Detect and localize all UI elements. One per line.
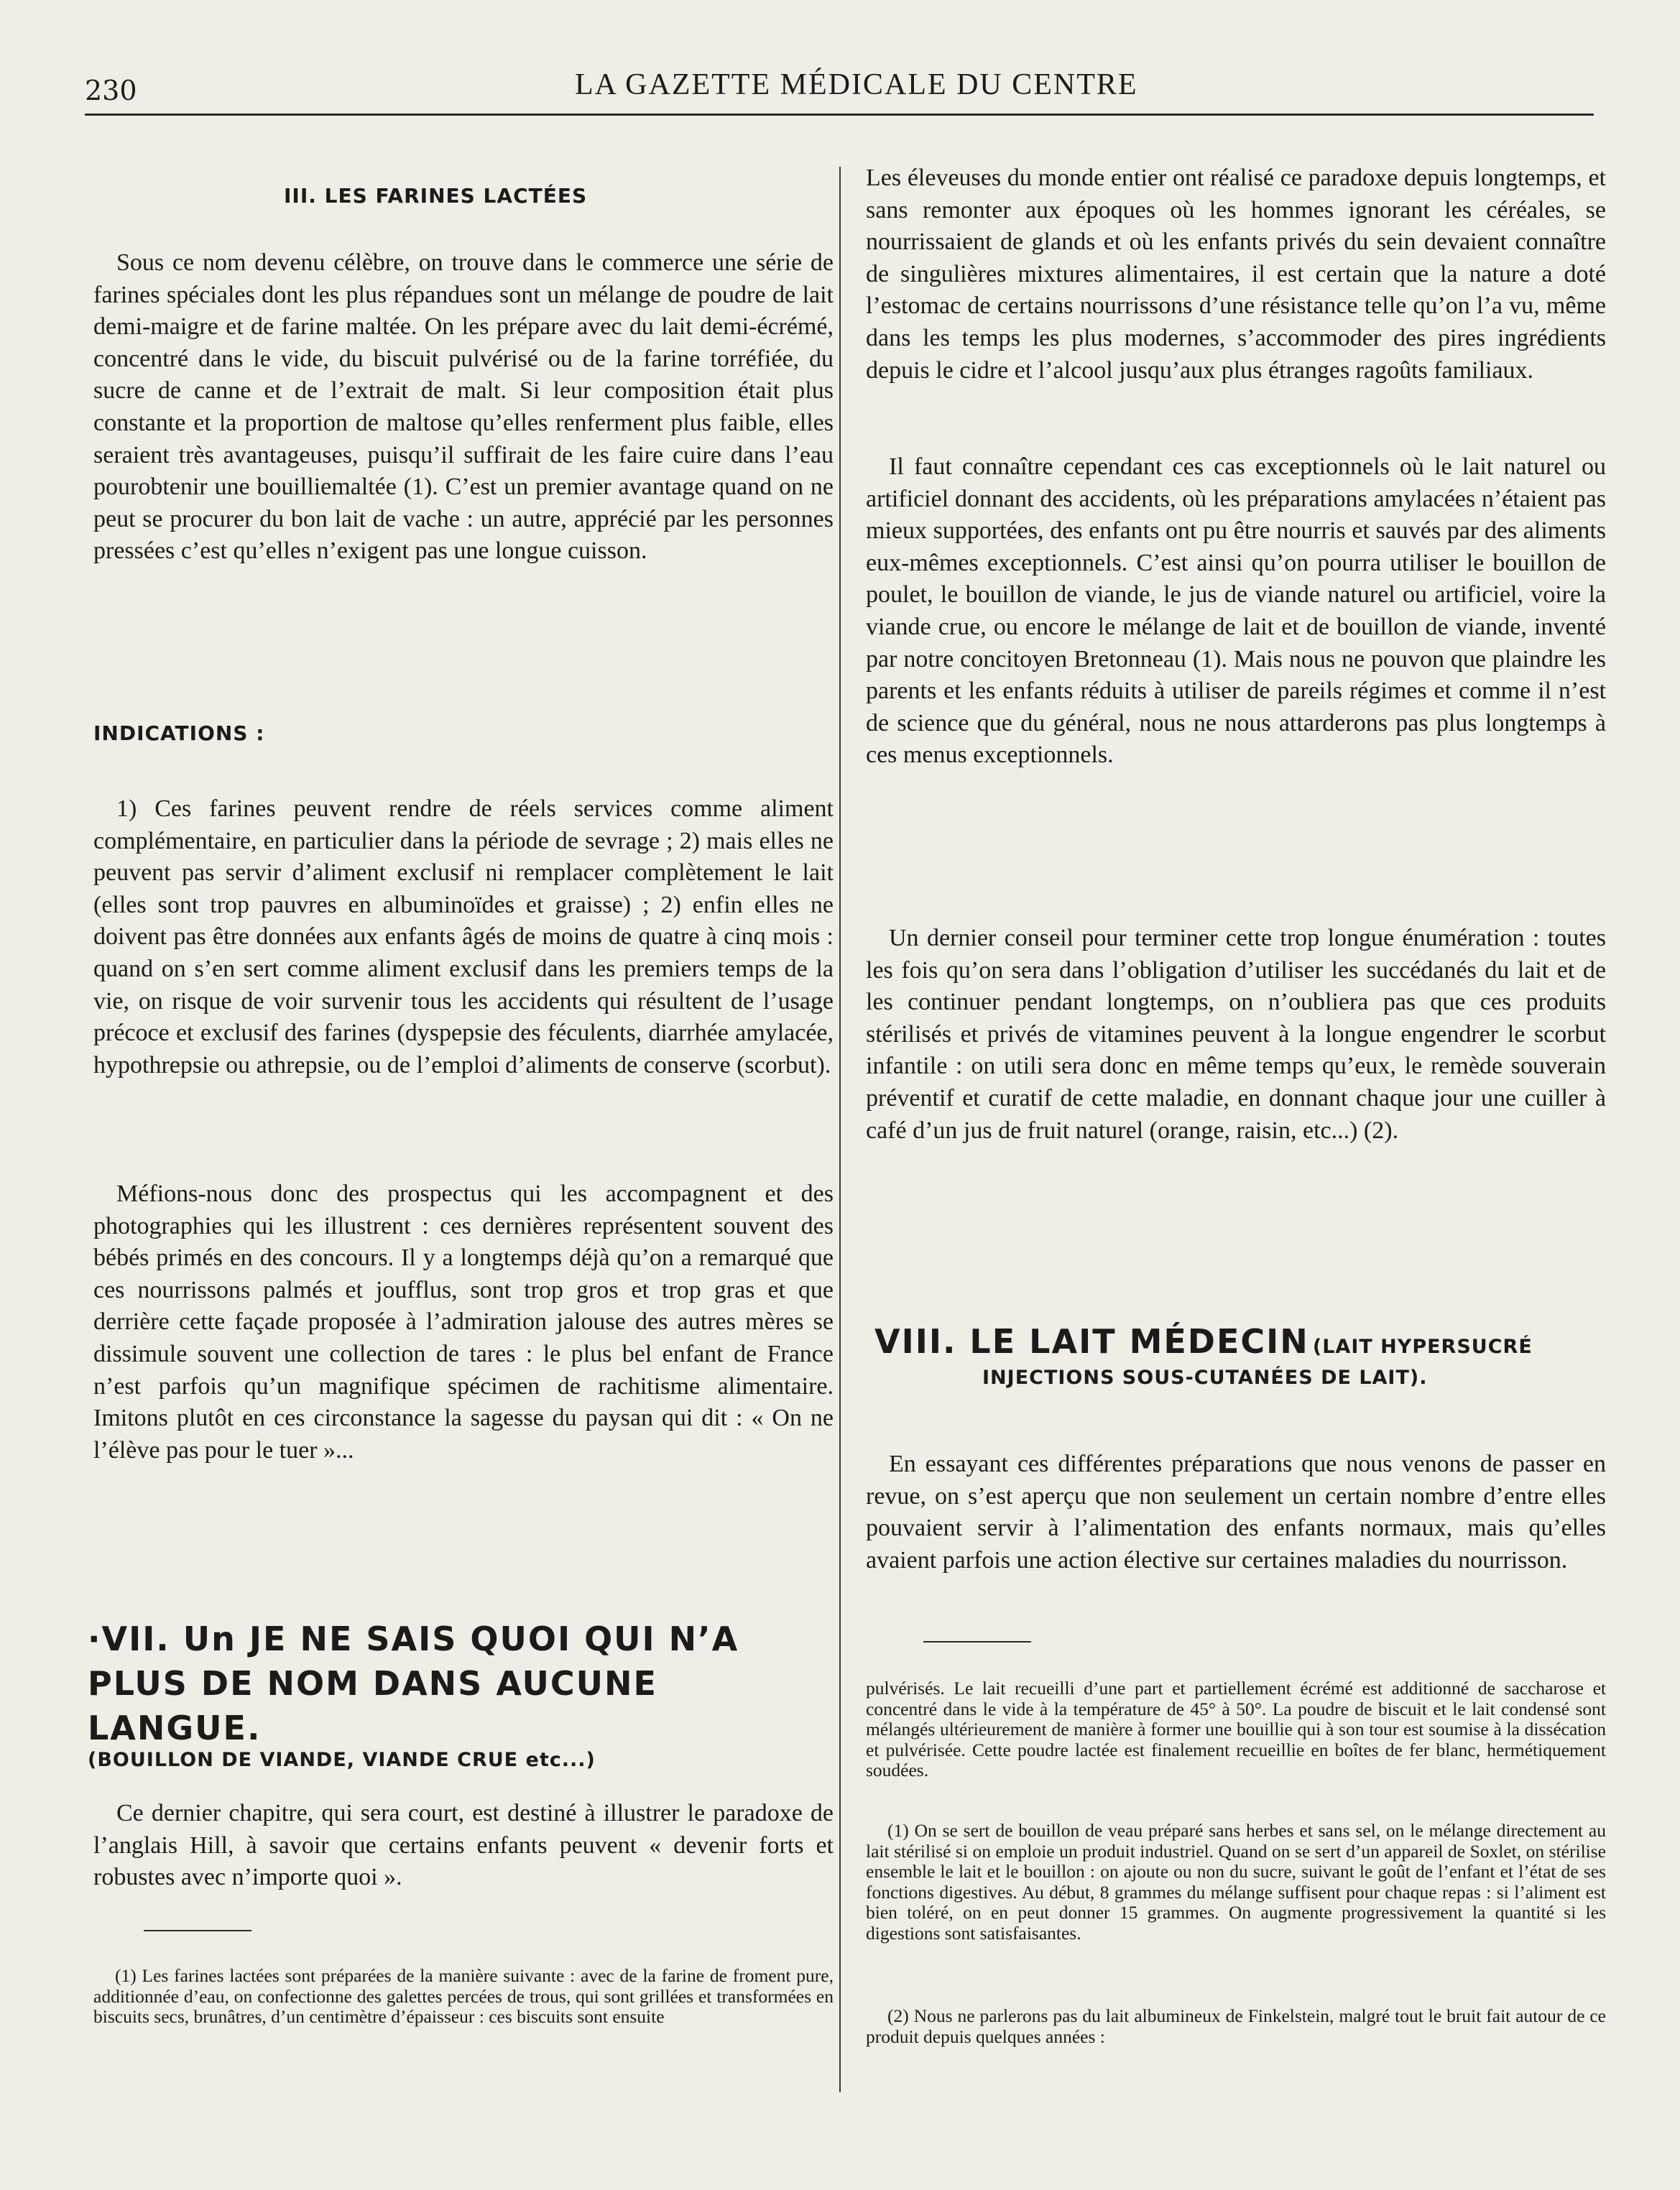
footnote-1: (1) Les farines lactées sont préparées de la manière suivante : avec de la farine de froment pure, additionnée d’eau, on confectionne des galettes percées de trous, qui sont grillées et transformées en biscuits secs, brunâtres, d’un centimètre d’épaisseur : ces biscuits sont ensuite <box>93 1965 834 2027</box>
footnote-r2: (2) Nous ne parlerons pas du lait albumineux de Finkelstein, malgré tout le bruit fait autour de ce produit depuis quelques années : <box>866 2005 1606 2047</box>
right-paragraph-3: Un dernier conseil pour terminer cette trop longue énumération : toutes les fois qu’on sera dans l’obligation d’utiliser les succédanés du lait et de les continuer pendant longtemps, on n’oubliera pas que ces produits stérilisés et privés de vitamines peuvent à la longue engendrer le scorbut infantile : on utili sera donc en même temps qu’eux, le remède souverain préventif et curatif de cette maladie, en donnant chaque jour une cuiller à café d’un jus de fruit naturel (orange, raisin, etc...) (2). <box>866 925 1606 1144</box>
section-7-paragraph: Ce dernier chapitre, qui sera court, est destiné à illustrer le paradoxe de l’anglais Hill, à savoir que certains enfants peuvent « devenir forts et robustes avec n’importe quoi ». <box>93 1800 834 1891</box>
section-8-heading: VIII. LE LAIT MÉDECIN <box>874 1322 1309 1361</box>
section-7-heading: ·VII. Un JE NE SAIS QUOI QUI N’A PLUS DE NOM DANS AUCUNE LANGUE. <box>88 1620 739 1747</box>
right-paragraph-1: Les éleveuses du monde entier ont réalisé ce paradoxe depuis longtemps, et sans remonter aux époques où les hommes ignorant les céréales, se nourrissaient de glands et où les enfants privés du sein devaient connaître de singulières mixtures alimentaires, il est certain que la nature a doté l’estomac de certains nourrissons d’une résistance telle qu’on l’a vu, même dans les temps les plus modernes, s’accommoder des pires ingrédients depuis le cidre et l’alcool jusqu’aux plus étranges ragoûts familiaux. <box>866 165 1606 384</box>
section-7-heading-block <box>88 1617 835 1771</box>
indications-heading: INDICATIONS : <box>93 721 265 745</box>
column-divider <box>839 167 841 2092</box>
footnote-rule <box>144 1930 251 1931</box>
section-8-heading-block <box>874 1319 1622 1389</box>
section-8-subtitle-1: (LAIT HYPERSUCRÉ <box>1312 1336 1533 1358</box>
indications-paragraph-2: Méfions-nous donc des prospectus qui les accompagnent et des photographies qui les illustrent : ces dernières représentent souvent des bébés primés en des concours. Il y a longtemps déjà qu’on a remarqué que ces nourrissons palmés et joufflus, sont trop gros et trop gras et que derrière cette façade proposée à l’admiration jalouse des autres mères se dissimule souvent une collection de tares : le plus bel enfant de France n’est parfois qu’un magnifique spécimen de rachitisme alimentaire. Imitons plutôt en ces circonstance la sagesse du paysan qui dit : « On ne l’élève pas pour le tuer »... <box>93 1181 834 1464</box>
running-title: LA GAZETTE MÉDICALE DU CENTRE <box>575 68 1138 101</box>
footnote-r1: (1) On se sert de bouillon de veau préparé sans herbes et sans sel, on le mélange directement au lait stérilisé si on emploie un produit industriel. Quand on se sert d’un appareil de Soxlet, on stérilise ensemble le lait et le bouillon : on ajoute ou non du sucre, suivant le goût de l’enfant et l’état de ses fonctions digestives. Au début, 8 grammes du mélange suffisent pour chaque repas : si l’aliment est bien toléré, on en peut donner 15 grammes. On augmente progressivement la quantité si les digestions sont satisfaisantes. <box>866 1820 1606 1944</box>
section-3-paragraph: Sous ce nom devenu célèbre, on trouve dans le commerce une série de farines spéciales dont les plus répandues sont un mélange de poudre de lait demi-maigre et de farine maltée. On les prépare avec du lait demi-écrémé, concentré dans le vide, du biscuit pulvérisé ou de la farine torréfiée, du sucre de canne et de l’extrait de malt. Si leur composition était plus constante et la proportion de maltose qu’elles renferment plus faible, elles seraient très avantageuses, puisqu’il suffirait de les faire cuire dans l’eau pourobtenir une bouilliemaltée (1). C’est un premier avantage quand on ne peut se procurer du bon lait de vache : un autre, apprécié par les personnes pressées c’est qu’elles n’exigent pas une longue cuisson. <box>93 249 834 565</box>
section-3-heading: III. LES FARINES LACTÉES <box>284 184 588 208</box>
indications-paragraph-1: 1) Ces farines peuvent rendre de réels services comme aliment complémentaire, en particulier dans la période de sevrage ; 2) mais elles ne peuvent pas servir d’aliment exclusif ni remplacer complètement le lait (elles sont trop pauvres en albuminoïdes et graisse) ; 2) enfin elles ne doivent pas être données aux enfants âgés de moins de quatre à cinq mois : quand on s’en sert comme aliment exclusif dans les premiers temps de la vie, on risque de voir survenir tous les accidents qui résultent de l’usage précoce et exclusif des farines (dyspepsie des féculents, diarrhée amylacée, hypothrepsie ou athrepsie, ou de l’emploi d’aliments de conserve (scorbut). <box>93 795 834 1078</box>
right-paragraph-2: Il faut connaître cependant ces cas exceptionnels où le lait naturel ou artificiel donnant des accidents, où les préparations amylacées n’étaient pas mieux supportées, des enfants ont pu être nourris et sauvés par des aliments eux-mêmes exceptionnels. C’est ainsi qu’on pourra utiliser le bouillon de poulet, le bouillon de viande, le jus de viande naturel ou artificiel, voire la viande crue, ou encore le mélange de lait et de bouillon de viande, inventé par notre concitoyen Bretonneau (1). Mais nous ne pouvon que plaindre les parents et les enfants réduits à utiliser de pareils régimes et comme il n’est de science que du général, nous ne nous attarderons pas plus longtemps à ces menus exceptionnels. <box>866 453 1606 769</box>
footnote-rule-right <box>923 1641 1031 1642</box>
footnote-continuation: pulvérisés. Le lait recueilli d’une part et partiellement écrémé est additionné de saccharose et concentré dans le vide à la température de 45° à 50°. La poudre de biscuit et le lait condensé sont mélangés ultérieurement de manière à former une bouillie qui à son tour est soumise à la dissécation et pulvérisée. Cette poudre lactée est finalement recueillie en boîtes de fer blanc, hermétiquement soudées. <box>866 1678 1606 1780</box>
page-number: 230 <box>85 75 137 106</box>
section-7-subtitle: (BOUILLON DE VIANDE, VIANDE CRUE etc...) <box>88 1749 596 1771</box>
section-8-paragraph: En essayant ces différentes préparations que nous venons de passer en revue, on s’est aperçu que non seulement un certain nombre d’entre elles pouvaient servir à l’alimentation des enfants normaux, mais qu’elles avaient parfois une action élective sur certaines maladies du nourrisson. <box>866 1451 1606 1574</box>
section-8-subtitle-2: INJECTIONS SOUS-CUTANÉES DE LAIT). <box>982 1367 1428 1389</box>
header-rule <box>85 114 1594 116</box>
